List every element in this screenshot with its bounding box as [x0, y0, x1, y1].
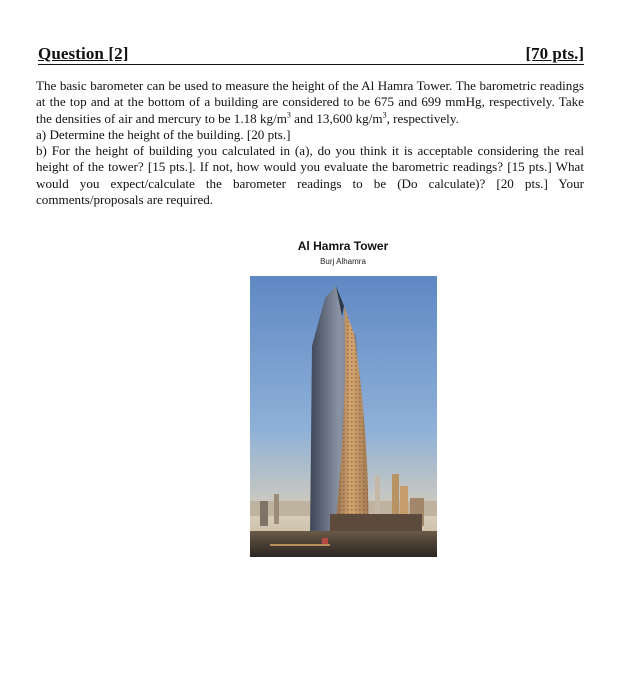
- figure-subtitle: Burj Alhamra: [320, 257, 366, 266]
- tower-left-small: [274, 494, 279, 524]
- tower-figure: [249, 235, 437, 557]
- part-b: b) For the height of building you calculated in (a), do you think it is acceptable considering the real height of the tower? [15 pts.]. If not, how would you evaluate the barometric readings? [15 pts.] What would you expect/calculate the barometer readings to be (Do calculate)? [20 pts.] Your comments/proposals are required.: [36, 143, 584, 208]
- intro-text-3: , respectively.: [386, 110, 459, 126]
- figure-title: Al Hamra Tower: [297, 239, 389, 253]
- question-points: [70 pts.]: [525, 44, 584, 63]
- intro-paragraph: [36, 78, 584, 127]
- superscript-2: 3: [382, 110, 387, 120]
- left-building: [260, 501, 268, 526]
- question-heading: [38, 44, 584, 65]
- question-title: Question [2]: [38, 44, 129, 63]
- light-red: [322, 538, 328, 544]
- superscript-1: 3: [286, 110, 291, 120]
- intro-text-2: and 13,600 kg/m: [290, 110, 383, 126]
- far-building: [375, 476, 380, 516]
- tower-photo: [250, 276, 437, 557]
- road-lights: [270, 544, 330, 546]
- intro-text-1: The basic barometer can be used to measure the height of the Al Hamra Tower. The barometric readings at the top and at the bottom of a building are considered to be 675 and 699 mmHg, respectively. Take the densities of air and mercury to be 1.18 kg/m: [36, 78, 584, 126]
- part-a: a) Determine the height of the building. [20 pts.]: [36, 126, 291, 142]
- question-body: [36, 78, 584, 208]
